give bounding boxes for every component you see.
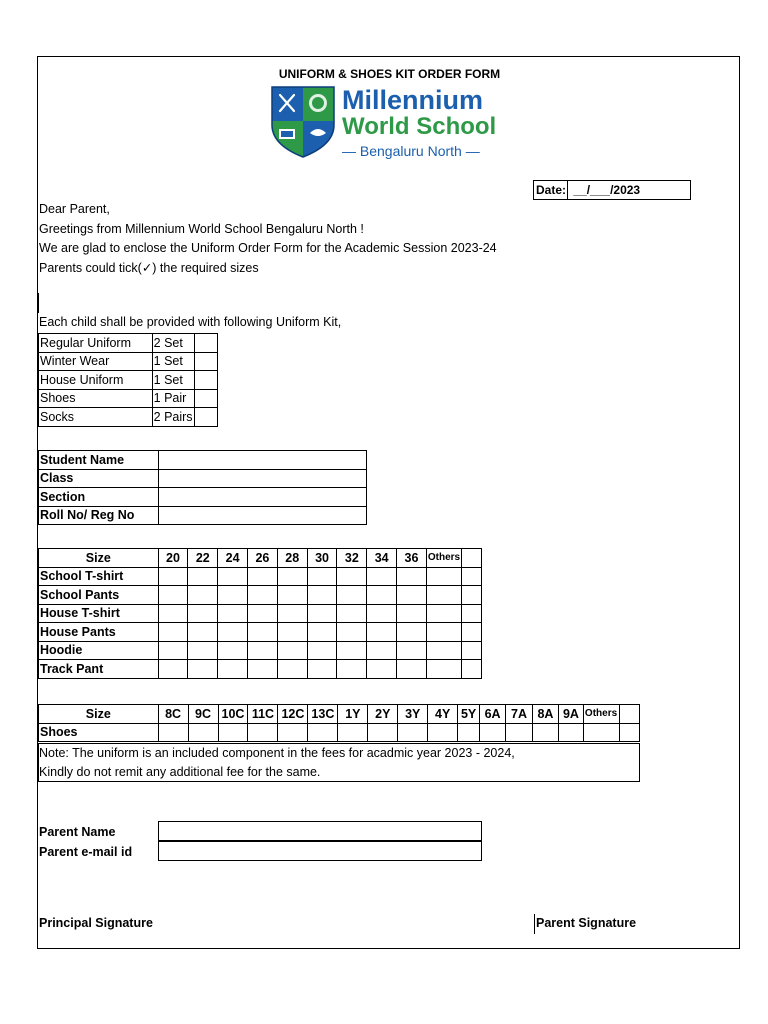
size-tick-cell[interactable]	[307, 567, 337, 586]
size-tick-cell[interactable]	[397, 660, 427, 679]
size-tick-cell[interactable]	[367, 641, 397, 660]
shoe-size-col-header: 11C	[248, 705, 278, 724]
shoe-size-col-header: 9A	[558, 705, 583, 724]
size-blank-cell	[462, 549, 482, 568]
uniform-item-row	[39, 567, 482, 586]
size-tick-cell[interactable]	[367, 604, 397, 623]
kit-tick-cell[interactable]	[194, 334, 217, 353]
shoe-tick-cell[interactable]	[218, 723, 248, 742]
size-tick-cell[interactable]	[218, 623, 248, 642]
size-tick-cell[interactable]	[277, 660, 307, 679]
size-tick-cell[interactable]	[277, 623, 307, 642]
kit-tick-cell[interactable]	[194, 352, 217, 371]
size-col-header: 26	[247, 549, 277, 568]
student-field-row	[39, 469, 367, 488]
shoe-tick-cell[interactable]	[368, 723, 398, 742]
size-tick-cell[interactable]	[218, 604, 248, 623]
uniform-item-row	[39, 641, 482, 660]
size-tick-cell[interactable]	[426, 567, 461, 586]
shoe-tick-cell[interactable]	[338, 723, 368, 742]
shoe-item-label: Shoes	[39, 723, 159, 742]
kit-row	[39, 371, 218, 390]
size-tick-cell[interactable]	[277, 641, 307, 660]
school-logo	[270, 85, 510, 159]
size-tick-cell[interactable]	[462, 660, 482, 679]
shoe-size-col-header: 12C	[278, 705, 308, 724]
signature-divider	[534, 914, 535, 934]
size-tick-cell[interactable]	[218, 641, 248, 660]
parent-email-field[interactable]	[158, 841, 482, 861]
salutation: Dear Parent,	[39, 202, 110, 216]
size-tick-cell[interactable]	[462, 604, 482, 623]
kit-qty: 2 Pairs	[152, 408, 194, 427]
parent-name-field[interactable]	[158, 821, 482, 841]
size-tick-cell[interactable]	[188, 567, 218, 586]
size-tick-cell[interactable]	[462, 567, 482, 586]
size-col-header: 36	[397, 549, 427, 568]
kit-item: Socks	[39, 408, 153, 427]
size-tick-cell[interactable]	[397, 623, 427, 642]
shoe-tick-cell[interactable]	[278, 723, 308, 742]
size-tick-cell[interactable]	[397, 586, 427, 605]
shoe-tick-cell[interactable]	[308, 723, 338, 742]
size-tick-cell[interactable]	[277, 604, 307, 623]
shoe-size-col-header: 13C	[308, 705, 338, 724]
student-field-row	[39, 488, 367, 507]
logo-line2: World School	[342, 113, 497, 140]
letter	[39, 200, 497, 278]
size-header: Size	[39, 549, 159, 568]
order-form-page	[37, 56, 740, 949]
size-tick-cell[interactable]	[367, 660, 397, 679]
size-tick-cell[interactable]	[337, 604, 367, 623]
shoe-size-col-header: 6A	[480, 705, 506, 724]
form-title: UNIFORM & SHOES KIT ORDER FORM	[278, 67, 501, 81]
shoe-header-row	[39, 705, 640, 724]
cursor-mark	[38, 293, 39, 313]
uniform-item-label: School T-shirt	[39, 567, 159, 586]
size-tick-cell[interactable]	[307, 604, 337, 623]
size-tick-cell[interactable]	[307, 623, 337, 642]
kit-row	[39, 408, 218, 427]
size-col-header: 24	[218, 549, 248, 568]
kit-qty: 2 Set	[152, 334, 194, 353]
shoe-blank-cell	[619, 705, 639, 724]
size-tick-cell[interactable]	[337, 660, 367, 679]
kit-qty: 1 Pair	[152, 389, 194, 408]
letter-line1: Greetings from Millennium World School Bengaluru North !	[39, 221, 364, 236]
kit-item: Regular Uniform	[39, 334, 153, 353]
student-field-label: Class	[39, 469, 159, 488]
letter-line3: Parents could tick(✓) the required sizes	[39, 260, 259, 275]
size-tick-cell[interactable]	[307, 641, 337, 660]
parent-signature: Parent Signature	[536, 916, 637, 930]
size-tick-cell[interactable]	[277, 567, 307, 586]
uniform-item-row	[39, 660, 482, 679]
size-tick-cell[interactable]	[462, 641, 482, 660]
kit-item: Winter Wear	[39, 352, 153, 371]
kit-qty: 1 Set	[152, 352, 194, 371]
size-tick-cell[interactable]	[426, 641, 461, 660]
parent-name-label: Parent Name	[39, 825, 116, 839]
size-tick-cell[interactable]	[218, 567, 248, 586]
size-tick-cell[interactable]	[188, 586, 218, 605]
size-col-header: 20	[158, 549, 188, 568]
note-line2: Kindly do not remit any additional fee for the same.	[39, 765, 321, 779]
uniform-item-row	[39, 623, 482, 642]
shoe-size-col-header: 4Y	[428, 705, 458, 724]
size-tick-cell[interactable]	[426, 604, 461, 623]
shoe-size-col-header: 5Y	[458, 705, 480, 724]
uniform-item-row	[39, 586, 482, 605]
size-tick-cell[interactable]	[397, 604, 427, 623]
student-field-input[interactable]	[158, 451, 366, 470]
student-field-label: Section	[39, 488, 159, 507]
kit-item: House Uniform	[39, 371, 153, 390]
student-field-label: Roll No/ Reg No	[39, 506, 159, 525]
size-tick-cell[interactable]	[158, 660, 188, 679]
shoe-size-col-header: 2Y	[368, 705, 398, 724]
uniform-item-row	[39, 604, 482, 623]
size-col-header: 22	[188, 549, 218, 568]
size-tick-cell[interactable]	[188, 660, 218, 679]
size-tick-cell[interactable]	[337, 641, 367, 660]
shoe-size-table	[38, 704, 640, 742]
date-divider	[567, 181, 568, 199]
size-tick-cell[interactable]	[277, 586, 307, 605]
note-box	[38, 743, 640, 782]
size-tick-cell[interactable]	[158, 604, 188, 623]
student-field-row	[39, 451, 367, 470]
kit-row	[39, 389, 218, 408]
shoe-item-row	[39, 723, 640, 742]
size-tick-cell[interactable]	[462, 623, 482, 642]
shoe-tick-cell[interactable]	[619, 723, 639, 742]
student-field-input[interactable]	[158, 506, 366, 525]
size-tick-cell[interactable]	[426, 623, 461, 642]
size-tick-cell[interactable]	[337, 586, 367, 605]
size-tick-cell[interactable]	[247, 623, 277, 642]
uniform-item-label: House T-shirt	[39, 604, 159, 623]
shoe-tick-cell[interactable]	[188, 723, 218, 742]
size-tick-cell[interactable]	[367, 586, 397, 605]
size-tick-cell[interactable]	[247, 604, 277, 623]
size-tick-cell[interactable]	[158, 567, 188, 586]
logo-line1: Millennium	[342, 85, 483, 115]
size-col-header: 32	[337, 549, 367, 568]
shoe-tick-cell[interactable]	[480, 723, 506, 742]
size-tick-cell[interactable]	[247, 567, 277, 586]
kit-item: Shoes	[39, 389, 153, 408]
shoe-size-col-header: 3Y	[398, 705, 428, 724]
student-field-row	[39, 506, 367, 525]
size-tick-cell[interactable]	[218, 586, 248, 605]
size-tick-cell[interactable]	[188, 641, 218, 660]
uniform-size-table	[38, 548, 482, 679]
shoe-tick-cell[interactable]	[158, 723, 188, 742]
size-tick-cell[interactable]	[158, 623, 188, 642]
size-col-header: Others	[426, 549, 461, 568]
kit-table	[38, 333, 218, 427]
parent-labels	[39, 822, 132, 862]
size-tick-cell[interactable]	[158, 641, 188, 660]
kit-intro: Each child shall be provided with following Uniform Kit,	[39, 315, 342, 329]
shoe-tick-cell[interactable]	[583, 723, 619, 742]
kit-tick-cell[interactable]	[194, 371, 217, 390]
kit-tick-cell[interactable]	[194, 408, 217, 427]
shoe-tick-cell[interactable]	[398, 723, 428, 742]
parent-email-label: Parent e-mail id	[39, 845, 133, 859]
size-col-header: 34	[367, 549, 397, 568]
shoe-size-col-header: 9C	[188, 705, 218, 724]
kit-row	[39, 352, 218, 371]
logo-line3: — Bengaluru North —	[342, 143, 480, 159]
shoe-size-col-header: 8A	[533, 705, 559, 724]
uniform-item-label: Track Pant	[39, 660, 159, 679]
shoe-tick-cell[interactable]	[558, 723, 583, 742]
shoe-tick-cell[interactable]	[506, 723, 533, 742]
principal-signature: Principal Signature	[39, 916, 153, 930]
size-tick-cell[interactable]	[188, 604, 218, 623]
date-box[interactable]	[533, 180, 691, 200]
uniform-item-label: School Pants	[39, 586, 159, 605]
size-tick-cell[interactable]	[337, 623, 367, 642]
student-details-table	[38, 450, 367, 525]
student-field-input[interactable]	[158, 469, 366, 488]
date-value: __/___/2023	[573, 183, 641, 197]
size-col-header: 30	[307, 549, 337, 568]
size-tick-cell[interactable]	[426, 660, 461, 679]
size-tick-cell[interactable]	[247, 660, 277, 679]
shoe-tick-cell[interactable]	[428, 723, 458, 742]
size-tick-cell[interactable]	[188, 623, 218, 642]
size-tick-cell[interactable]	[307, 586, 337, 605]
size-tick-cell[interactable]	[247, 586, 277, 605]
size-tick-cell[interactable]	[367, 567, 397, 586]
letter-line2: We are glad to enclose the Uniform Order Form for the Academic Session 2023-24	[39, 241, 497, 255]
shoe-size-col-header: Others	[583, 705, 619, 724]
shoe-tick-cell[interactable]	[248, 723, 278, 742]
size-tick-cell[interactable]	[397, 567, 427, 586]
size-tick-cell[interactable]	[367, 623, 397, 642]
shoe-size-col-header: 8C	[158, 705, 188, 724]
size-tick-cell[interactable]	[247, 641, 277, 660]
size-tick-cell[interactable]	[307, 660, 337, 679]
kit-tick-cell[interactable]	[194, 389, 217, 408]
uniform-item-label: Hoodie	[39, 641, 159, 660]
shoe-size-header: Size	[39, 705, 159, 724]
size-tick-cell[interactable]	[337, 567, 367, 586]
size-tick-cell[interactable]	[426, 586, 461, 605]
shoe-size-col-header: 10C	[218, 705, 248, 724]
size-tick-cell[interactable]	[218, 660, 248, 679]
size-tick-cell[interactable]	[397, 641, 427, 660]
shoe-size-col-header: 1Y	[338, 705, 368, 724]
shoe-tick-cell[interactable]	[533, 723, 559, 742]
date-label: Date:	[536, 183, 567, 197]
student-field-input[interactable]	[158, 488, 366, 507]
student-field-label: Student Name	[39, 451, 159, 470]
kit-qty: 1 Set	[152, 371, 194, 390]
note-line1: Note: The uniform is an included component in the fees for acadmic year 2023 - 2024,	[39, 746, 515, 760]
uniform-item-label: House Pants	[39, 623, 159, 642]
shoe-tick-cell[interactable]	[458, 723, 480, 742]
size-tick-cell[interactable]	[158, 586, 188, 605]
size-tick-cell[interactable]	[462, 586, 482, 605]
size-col-header: 28	[277, 549, 307, 568]
kit-row	[39, 334, 218, 353]
shoe-size-col-header: 7A	[506, 705, 533, 724]
uniform-header-row	[39, 549, 482, 568]
